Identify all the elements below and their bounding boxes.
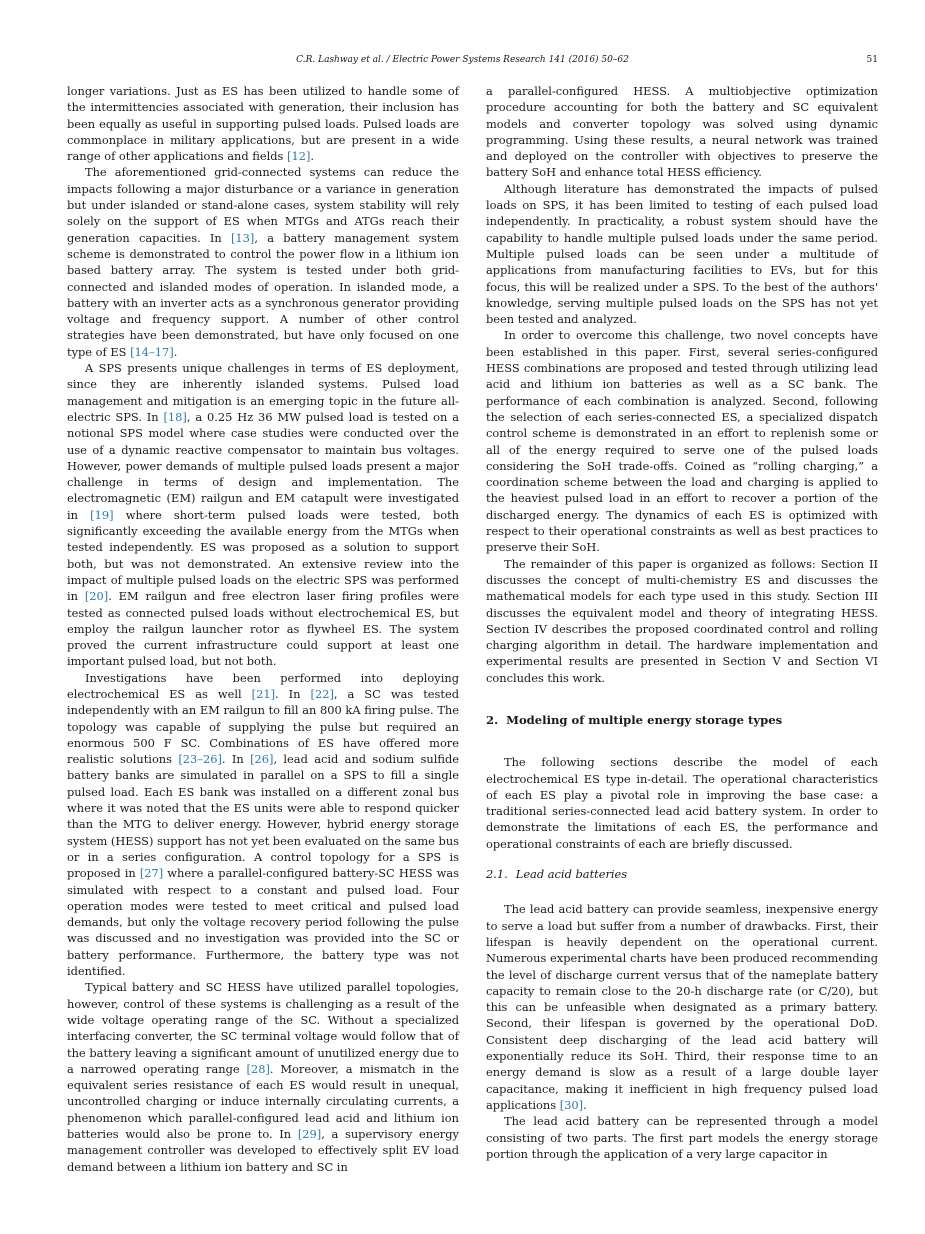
paragraph: Investigations have been performed into deploying electrochemical ES as well [21]. In [22], a SC was tested independently with an EM railgun to fill an 800 kA firing pulse. The topology was capable of supplying the pulse but required an enormous 500 F SC. Combinations of ES have offered more realistic solutions [23–26]. In [26], lead acid and sodium sulfide battery banks are simulated in parallel on a SPS to fill a single pulsed load. Each ES bank was installed on a different zonal bus where it was noted that the ES units were able to respond quicker than the MTG to deliver energy. However, hybrid energy storage system (HESS) support has not yet been evaluated on the same bus or in a series configuration. A control topology for a SPS is proposed in [27] where a parallel-configured battery-SC HESS was simulated with respect to a constant and pulsed load. Four operation modes were tested to meet critical and pulsed load demands, but only the voltage recovery period following the pulse was discussed and no investigation was provided into the SC or battery performance. Furthermore, the battery type was not identified. <box>67 670 459 979</box>
citation-link[interactable]: [27] <box>139 866 164 881</box>
paragraph: a parallel-configured HESS. A multiobjective optimization procedure accounting for both the battery and SC equivalent models and converter topology was solved using dynamic programming. Using these results, a neural network was trained and deployed on the controller with objectives to preserve the battery SoH and enhance total HESS efficiency. <box>486 84 878 180</box>
citation-link[interactable]: [12] <box>287 149 311 164</box>
citation-link[interactable]: [14–17] <box>130 344 174 359</box>
citation-link[interactable]: [20] <box>84 589 109 604</box>
paragraph: Although literature has demonstrated the impacts of pulsed loads on SPS, it has been limited to testing of each pulsed load independently. In practicality, a robust system should have the capability to handle multiple pulsed loads under the same period. Multiple pulsed loads can be seen under a multitude of applications from manufacturing facilities to EVs, but for this focus, this will be realized under a SPS. To the best of the authors' knowledge, serving multiple pulsed loads on the SPS has not yet been tested and analyzed. <box>486 181 878 327</box>
paragraph: longer variations. Just as ES has been utilized to handle some of the intermittencies associated with generation, their inclusion has been equally as useful in supporting pulsed loads. Pulsed loads are commonplace in military applications, but are present in a wide range of other applications and fields [12]. <box>67 84 459 164</box>
citation-link[interactable]: [13] <box>230 230 255 245</box>
paragraph: A SPS presents unique challenges in terms of ES deployment, since they are inherently islanded systems. Pulsed load management and mitigation is an emerging topic in the future all-electric SPS. In [18], a 0.25 Hz 36 MW pulsed load is tested on a notional SPS model where case studies were conducted over the use of a dynamic reactive compensator to maintain bus voltages. However, power demands of multiple pulsed loads present a major challenge in terms of design and implementation. The electromagnetic (EM) railgun and EM catapult were investigated in [19] where short-term pulsed loads were tested, both significantly exceeding the available energy from the MTGs when tested independently. ES was proposed as a solution to support both, but was not demonstrated. An extensive review into the impact of multiple pulsed loads on the electric SPS was performed in [20]. EM railgun and free electron laser firing profiles were tested as connected pulsed loads without electrochemical ES, but employ the railgun launcher rotor as flywheel ES. The system proved the current infrastructure could support at least one important pulsed load, but not both. <box>67 361 460 669</box>
citation-link[interactable]: [30] <box>559 1097 584 1112</box>
page-number: 51 <box>866 55 878 65</box>
citation-link[interactable]: [28] <box>246 1061 270 1076</box>
paragraph: The aforementioned grid-connected systems can reduce the impacts following a major disturbance or a variance in generation but under islanded or stand-alone cases, system stability will rely solely on the support of ES when MTGs and ATGs reach their generation capacities. In [13], a battery management system scheme is demonstrated to control the power flow in a lithium ion based battery array. The system is tested under both grid-connected and islanded modes of operation. In islanded mode, a battery with an inverter acts as a synchronous generator providing voltage and frequency support. A number of other control strategies have been demonstrated, but have only focused on one type of ES [14–17]. <box>67 165 459 359</box>
journal-citation: C.R. Lashway et al. / Electric Power Systems Research 141 (2016) 50–62 <box>296 55 629 65</box>
paragraph: The lead acid battery can provide seamless, inexpensive energy to serve a load but suffer from a number of drawbacks. First, their lifespan is heavily dependent on the operational current. Numerous experimental charts have been produced recommending the level of discharge current versus that of the nameplate battery capacity to remain close to the 20-h discharge rate (or C/20), but this can be unfeasible when designated as a primary battery. Second, their lifespan is governed by the operational DoD. Consistent deep discharging of the lead acid battery will exponentially reduce its SoH. Third, their response time to an energy demand is slow as a result of a large double layer capacitance, making it inefficient in high frequency pulsed load applications [30]. <box>486 902 878 1112</box>
subsection-heading: 2.1. Lead acid batteries <box>486 867 628 882</box>
paragraph: The remainder of this paper is organized as follows: Section II discusses the concept of multi-chemistry ES and discusses the mathematical models for each type used in this study. Section III discusses the equivalent model and theory of integrating HESS. Section IV describes the proposed coordinated control and rolling charging algorithm in detail. The hardware implementation and experimental results are presented in Section V and Section VI concludes this work. <box>486 556 878 685</box>
citation-link[interactable]: [23–26] <box>178 752 222 767</box>
paragraph: Typical battery and SC HESS have utilized parallel topologies, however, control of these systems is challenging as a result of the wide voltage operating range of the SC. Without a specialized interfacing converter, the SC terminal voltage would follow that of the battery leaving a significant amount of unutilized energy due to a narrowed operating range [28]. Moreover, a mismatch in the equivalent series resistance of each ES would result in unequal, uncontrolled charging or induce internally circulating currents, a phenomenon which parallel-configured lead acid and lithium ion batteries would also be prone to. In [29], a supervisory energy management controller was developed to effectively split EV load demand between a lithium ion battery and SC in <box>67 980 459 1174</box>
citation-link[interactable]: [21] <box>251 686 276 701</box>
citation-link[interactable]: [18] <box>163 409 187 424</box>
citation-link[interactable]: [22] <box>310 686 334 701</box>
citation-link[interactable]: [29] <box>297 1127 322 1141</box>
paragraph: The lead acid battery can be represented through a model consisting of two parts. The first part models the energy storage portion through the application of a very large capacitor in <box>486 1114 878 1161</box>
left-column <box>67 83 459 1175</box>
page-header <box>0 55 925 69</box>
paragraph: In order to overcome this challenge, two novel concepts have been established in this paper. First, several series-configured HESS combinations are proposed and tested through utilizing lead acid and lithium ion batteries as well as a SC bank. The performance of each combination is analyzed. Second, following the selection of each series-connected ES, a specialized dispatch control scheme is demonstrated in an effort to replenish some or all of the energy required to serve one of the pulsed loads considering the SoH trade-offs. Coined as “rolling charging,” a coordination scheme between the load and charging is applied to the heaviest pulsed load in an effort to recover a portion of the discharged energy. The dynamics of each ES is optimized with respect to their operational constraints as well as best practices to preserve their SoH. <box>486 328 878 555</box>
citation-link[interactable]: [19] <box>90 507 114 522</box>
right-column <box>486 83 878 1162</box>
section-heading: 2. Modeling of multiple energy storage types <box>486 712 783 727</box>
paragraph: The following sections describe the model of each electrochemical ES type in-detail. The operational characteristics of each ES play a pivotal role in improving the base case: a traditional series-connected lead acid battery system. In order to demonstrate the limitations of each ES, the performance and operational constraints of each are briefly discussed. <box>486 755 878 851</box>
citation-link[interactable]: [26] <box>250 752 274 767</box>
